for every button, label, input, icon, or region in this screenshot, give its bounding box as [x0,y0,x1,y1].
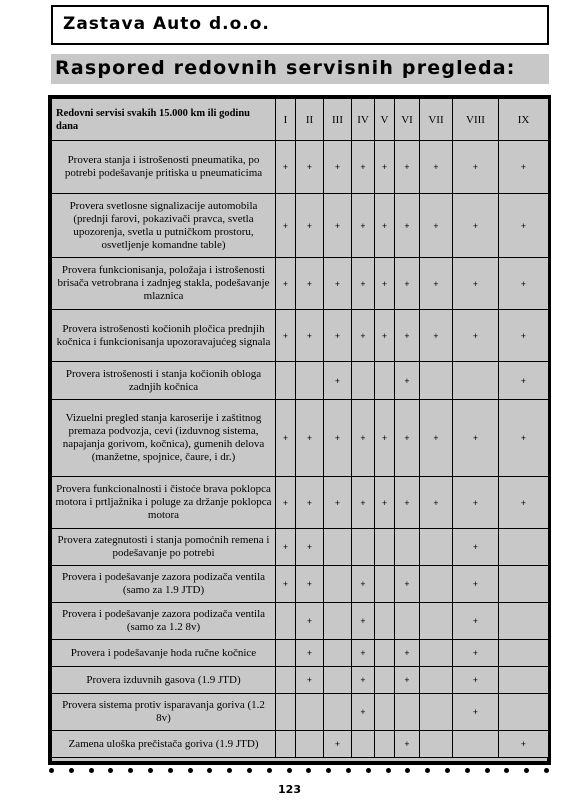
row-description: Provera funkcionisanja, položaja i istrošenosti brisača vetrobrana i zadnjeg stakla, podešavanje mlaznica [52,258,276,310]
divider-dot [306,768,311,773]
empty-cell [420,603,453,640]
empty-cell [375,667,395,694]
service-mark: + [296,603,324,640]
table-row [52,603,549,640]
service-mark: + [453,667,499,694]
table-row [52,667,549,694]
service-mark: + [453,258,499,310]
divider-dot [366,768,371,773]
service-mark: + [352,141,375,194]
empty-cell [420,694,453,731]
column-header-ii: II [296,99,324,141]
table-body [52,141,549,758]
empty-cell [375,694,395,731]
section-title-text: Raspored redovnih servisnih pregleda: [55,57,516,79]
table-header-row [52,99,549,141]
empty-cell [352,529,375,566]
empty-cell [420,362,453,400]
service-mark: + [499,310,549,362]
table-row [52,141,549,194]
row-description: Provera zategnutosti i stanja pomoćnih remena i podešavanje po potrebi [52,529,276,566]
empty-cell [276,667,296,694]
header-label: Redovni servisi svakih 15.000 km ili godinu dana [52,99,276,141]
service-mark: + [499,731,549,758]
divider-dot [524,768,529,773]
service-mark: + [276,258,296,310]
table-row [52,731,549,758]
service-mark: + [296,640,324,667]
row-description: Provera izduvnih gasova (1.9 JTD) [52,667,276,694]
empty-cell [276,731,296,758]
column-header-vii: VII [420,99,453,141]
column-header-v: V [375,99,395,141]
service-mark: + [395,640,420,667]
divider-dot [287,768,292,773]
service-mark: + [453,640,499,667]
service-mark: + [324,477,352,529]
column-header-iii: III [324,99,352,141]
service-mark: + [499,477,549,529]
empty-cell [420,529,453,566]
service-mark: + [352,603,375,640]
table-row [52,400,549,477]
service-mark: + [296,529,324,566]
divider-dot [89,768,94,773]
service-mark: + [352,640,375,667]
service-mark: + [296,566,324,603]
service-mark: + [352,258,375,310]
service-mark: + [375,258,395,310]
column-header-viii: VIII [453,99,499,141]
service-mark: + [324,194,352,258]
service-mark: + [420,258,453,310]
empty-cell [395,529,420,566]
empty-cell [420,640,453,667]
service-mark: + [324,258,352,310]
empty-cell [276,694,296,731]
service-mark: + [276,529,296,566]
service-mark: + [395,477,420,529]
service-mark: + [453,310,499,362]
empty-cell [296,362,324,400]
service-mark: + [420,477,453,529]
empty-cell [375,529,395,566]
service-mark: + [499,362,549,400]
column-header-i: I [276,99,296,141]
company-name: Zastava Auto d.o.o. [63,14,270,34]
table-row [52,640,549,667]
service-mark: + [375,310,395,362]
empty-cell [324,603,352,640]
table-row [52,362,549,400]
empty-cell [324,640,352,667]
row-description: Provera istrošenosti kočionih pločica prednjih kočnica i funkcionisanja upozoravajućeg signala [52,310,276,362]
service-mark: + [375,477,395,529]
empty-cell [499,694,549,731]
service-mark: + [324,400,352,477]
row-description: Vizuelni pregled stanja karoserije i zaštitnog premaza podvozja, cevi (izduvnog sistema, napajanja gorivom, kočnica), gumenih delova (manžetne, spojnice, čaure, i dr.) [52,400,276,477]
service-mark: + [352,477,375,529]
service-mark: + [420,194,453,258]
row-description: Provera svetlosne signalizacije automobila (prednji farovi, pokazivači pravca, svetla upozorenja, svetla u putničkom prostoru, osvetljenje komandne table) [52,194,276,258]
service-mark: + [276,400,296,477]
row-description: Provera i podešavanje zazora podizača ventila (samo za 1.9 JTD) [52,566,276,603]
divider-dot [188,768,193,773]
empty-cell [499,603,549,640]
table-row [52,258,549,310]
row-description: Provera i podešavanje hoda ručne kočnice [52,640,276,667]
empty-cell [324,694,352,731]
divider-dot [69,768,74,773]
empty-cell [375,731,395,758]
service-mark: + [324,362,352,400]
empty-cell [352,731,375,758]
service-mark: + [375,400,395,477]
empty-cell [375,640,395,667]
service-mark: + [395,566,420,603]
empty-cell [324,667,352,694]
divider-dot [148,768,153,773]
service-mark: + [324,731,352,758]
divider-dot [49,768,54,773]
service-mark: + [420,400,453,477]
table-row [52,310,549,362]
row-description: Provera i podešavanje zazora podizača ventila (samo za 1.2 8v) [52,603,276,640]
service-mark: + [499,258,549,310]
service-mark: + [276,566,296,603]
divider-dot [108,768,113,773]
empty-cell [375,603,395,640]
empty-cell [276,603,296,640]
divider-dot [485,768,490,773]
column-header-vi: VI [395,99,420,141]
service-mark: + [499,141,549,194]
row-description: Provera istrošenosti i stanja kočionih obloga zadnjih kočnica [52,362,276,400]
empty-cell [324,566,352,603]
service-mark: + [453,603,499,640]
divider-dot [504,768,509,773]
empty-cell [395,603,420,640]
empty-cell [296,731,324,758]
service-mark: + [395,141,420,194]
service-schedule-table [51,98,549,758]
section-title [51,54,549,84]
empty-cell [352,362,375,400]
divider-dot [326,768,331,773]
dotted-divider [49,765,549,775]
service-mark: + [453,477,499,529]
service-mark: + [453,566,499,603]
service-mark: + [296,141,324,194]
service-mark: + [296,400,324,477]
service-mark: + [453,400,499,477]
table-row [52,529,549,566]
empty-cell [276,640,296,667]
service-mark: + [453,529,499,566]
table-row [52,566,549,603]
service-mark: + [375,141,395,194]
row-description: Provera stanja i istrošenosti pneumatika, po potrebi podešavanje pritiska u pneumaticima [52,141,276,194]
empty-cell [324,529,352,566]
empty-cell [453,731,499,758]
empty-cell [499,667,549,694]
service-mark: + [296,667,324,694]
service-mark: + [296,310,324,362]
service-mark: + [395,731,420,758]
empty-cell [420,566,453,603]
divider-dot [247,768,252,773]
service-mark: + [395,194,420,258]
service-mark: + [324,310,352,362]
service-mark: + [276,477,296,529]
service-mark: + [352,194,375,258]
divider-dot [267,768,272,773]
service-mark: + [453,694,499,731]
service-mark: + [395,258,420,310]
service-mark: + [276,141,296,194]
divider-dot [425,768,430,773]
empty-cell [420,667,453,694]
service-mark: + [395,362,420,400]
divider-dot [405,768,410,773]
service-mark: + [499,400,549,477]
divider-dot [445,768,450,773]
service-mark: + [453,141,499,194]
empty-cell [375,362,395,400]
service-mark: + [276,310,296,362]
empty-cell [499,529,549,566]
company-header [51,5,549,45]
table-row [52,694,549,731]
empty-cell [375,566,395,603]
table-row [52,194,549,258]
service-mark: + [296,258,324,310]
service-mark: + [395,310,420,362]
divider-dot [168,768,173,773]
service-mark: + [420,141,453,194]
service-mark: + [296,477,324,529]
service-mark: + [395,667,420,694]
service-mark: + [352,400,375,477]
table-row [52,477,549,529]
divider-dot [346,768,351,773]
divider-dot [128,768,133,773]
row-description: Provera sistema protiv isparavanja goriva (1.2 8v) [52,694,276,731]
empty-cell [296,694,324,731]
empty-cell [395,694,420,731]
empty-cell [499,640,549,667]
service-mark: + [352,566,375,603]
divider-dot [227,768,232,773]
empty-cell [453,362,499,400]
service-mark: + [352,310,375,362]
service-mark: + [499,194,549,258]
service-mark: + [352,694,375,731]
service-mark: + [324,141,352,194]
divider-dot [386,768,391,773]
divider-dot [544,768,549,773]
column-header-ix: IX [499,99,549,141]
service-mark: + [395,400,420,477]
row-description: Provera funkcionalnosti i čistoće brava poklopca motora i prtljažnika i poluge za držanje poklopca motora [52,477,276,529]
row-description: Zamena uloška prečistača goriva (1.9 JTD) [52,731,276,758]
empty-cell [276,362,296,400]
service-mark: + [453,194,499,258]
service-mark: + [352,667,375,694]
divider-dot [465,768,470,773]
divider-dot [207,768,212,773]
empty-cell [499,566,549,603]
service-mark: + [420,310,453,362]
service-mark: + [296,194,324,258]
page-number: 123 [278,783,301,796]
service-mark: + [375,194,395,258]
column-header-iv: IV [352,99,375,141]
empty-cell [420,731,453,758]
service-mark: + [276,194,296,258]
